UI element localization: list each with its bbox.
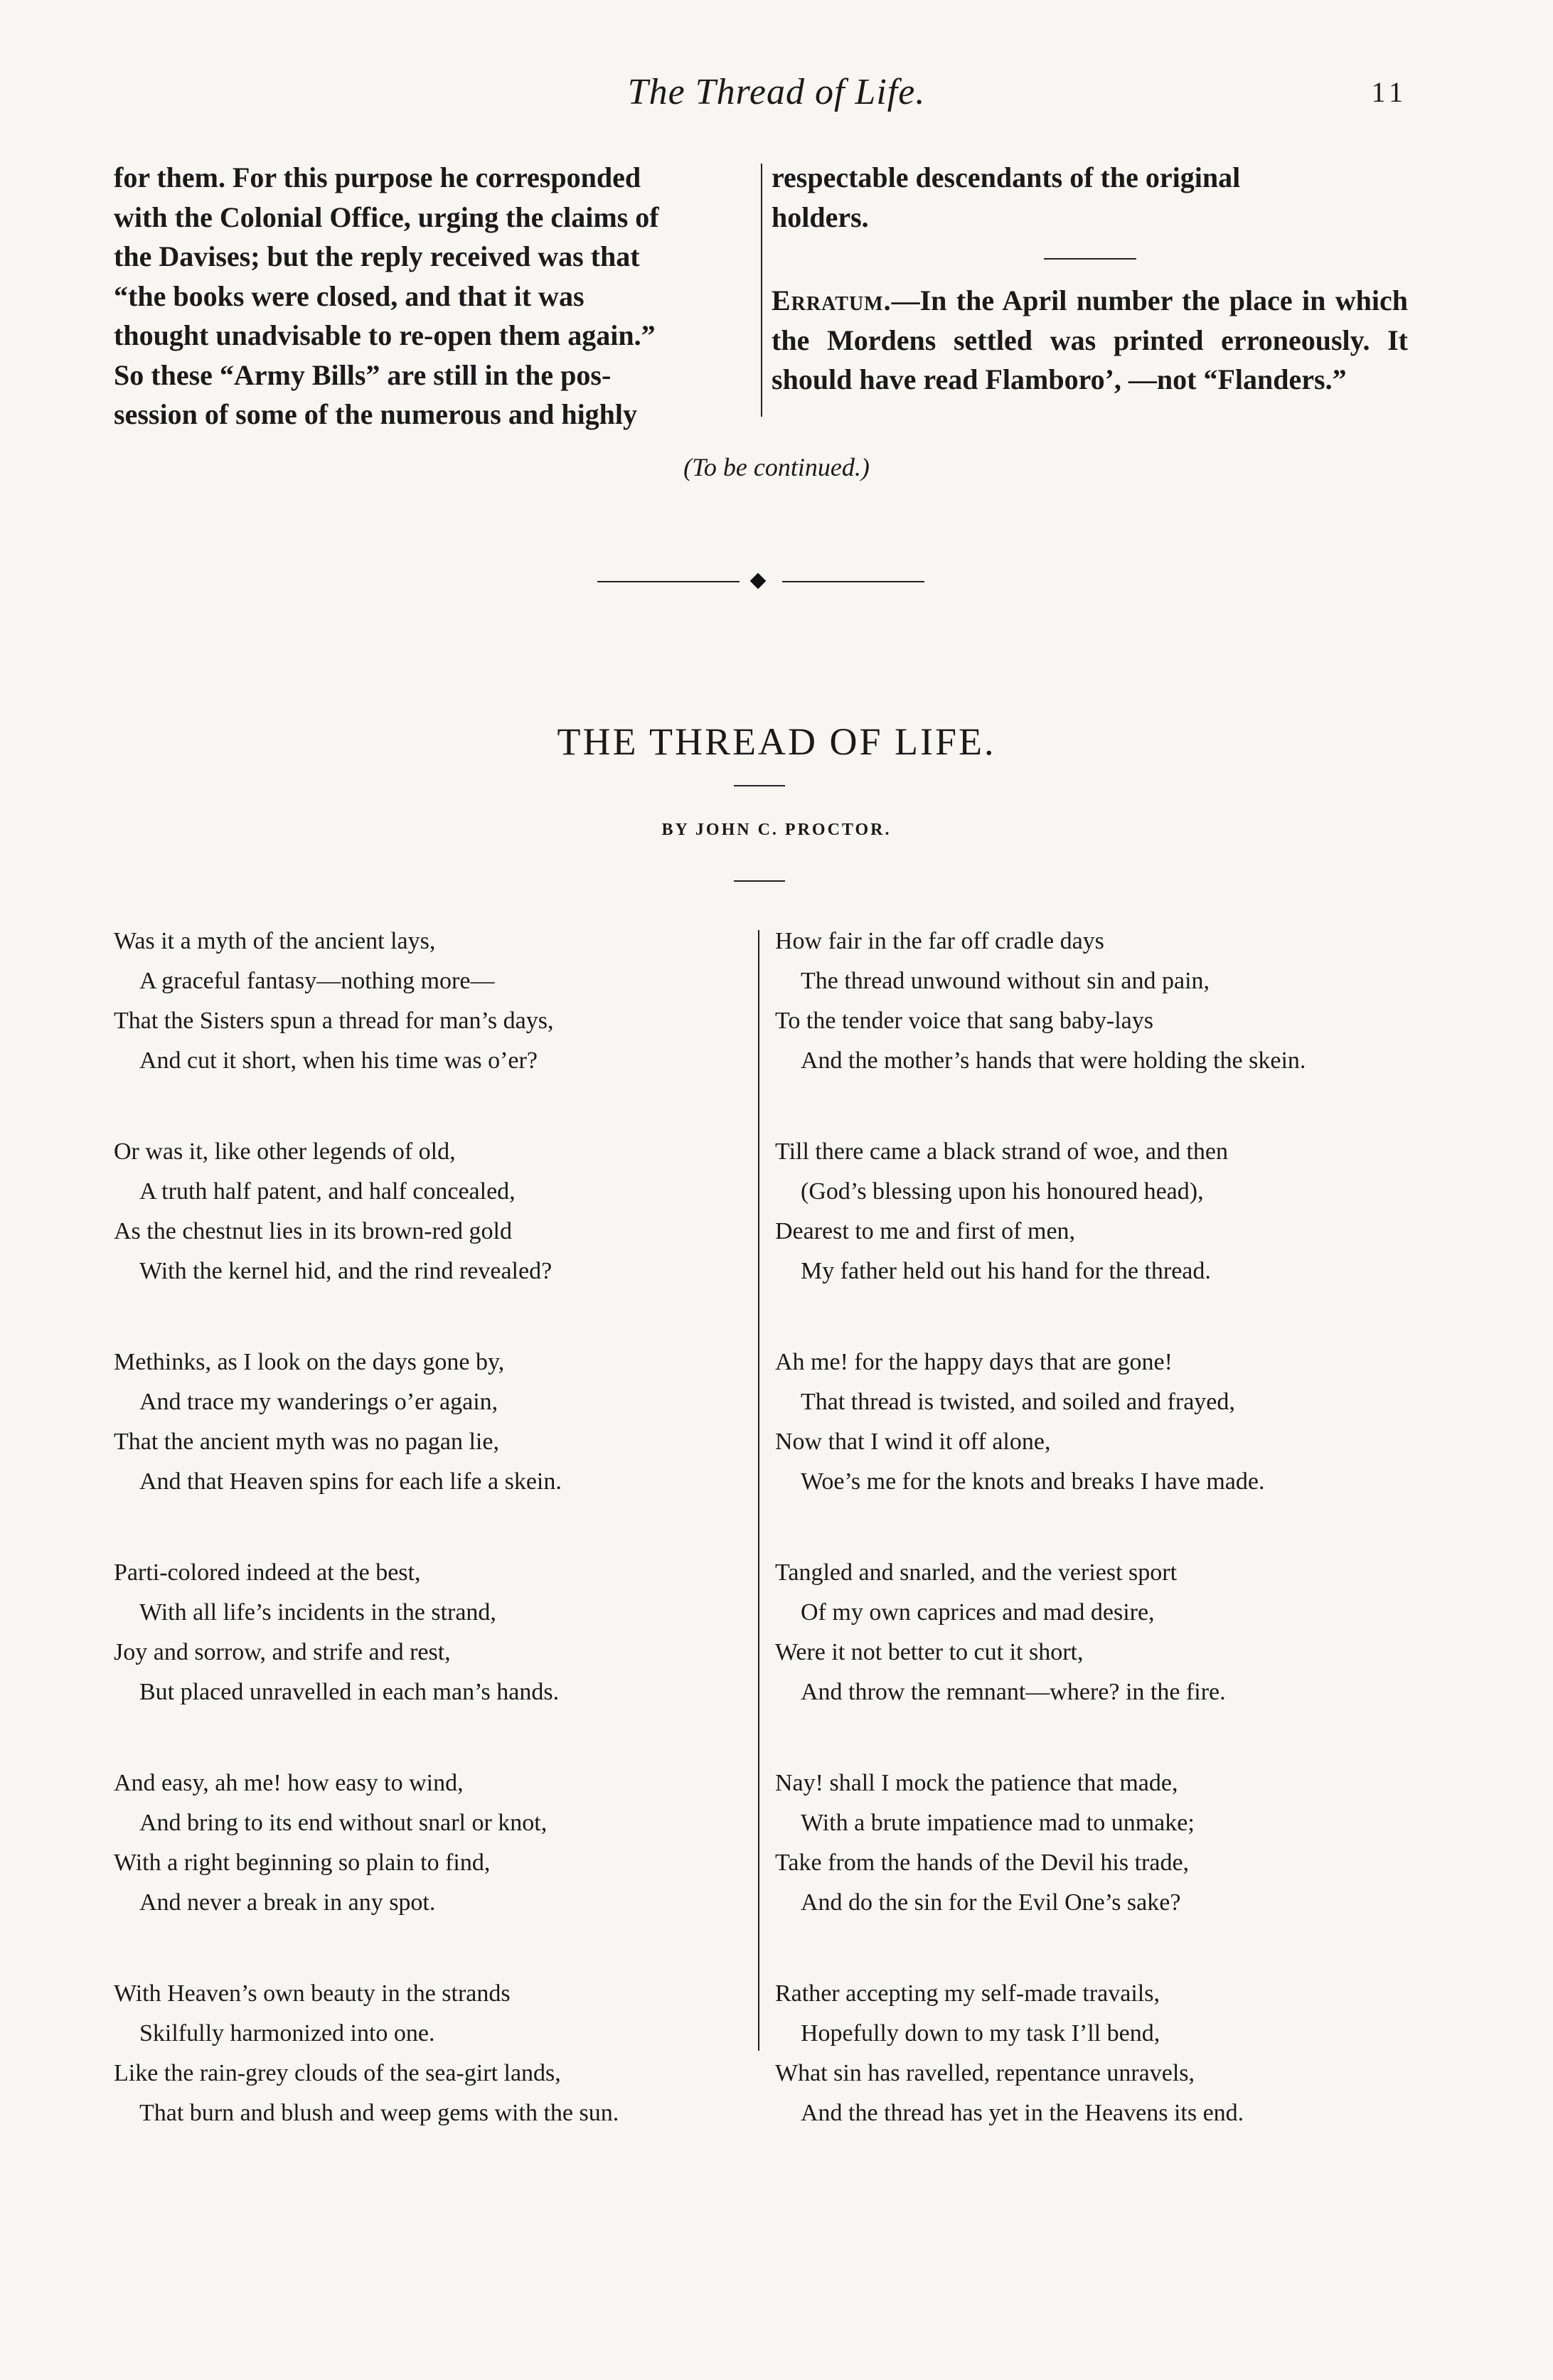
poem-line: And cut it short, when his time was o’er? (139, 1047, 538, 1074)
stanza (114, 922, 754, 1081)
poem-line: And that Heaven spins for each life a skein. (139, 1468, 562, 1495)
poem-line: Parti-colored indeed at the best, (114, 1559, 421, 1586)
poem-line: To the tender voice that sang baby-lays (775, 1008, 1153, 1034)
poem-column-divider (758, 930, 759, 2051)
poem-line: Or was it, like other legends of old, (114, 1138, 456, 1165)
poem-line: How fair in the far off cradle days (775, 928, 1104, 954)
stanza (775, 1974, 1451, 2133)
poem-line: Rather accepting my self-made travails, (775, 1980, 1160, 2007)
poem-left-column (114, 922, 754, 2184)
stanza (775, 1132, 1451, 1291)
poem-line: Skilfully harmonized into one. (139, 2020, 435, 2047)
erratum-paragraph (772, 281, 1408, 400)
ornament-line-right (782, 581, 924, 582)
prose-continuation (114, 158, 1408, 435)
poem-line: A truth half patent, and half concealed, (139, 1178, 516, 1205)
prose-line: session of some of the numerous and highly (114, 398, 638, 430)
prose-line: So these “Army Bills” are still in the pos- (114, 358, 612, 391)
poem-line: And the thread has yet in the Heavens its end. (801, 2100, 1244, 2126)
erratum-text: —In the April number the place in which the Mordens settled was printed erroneously. It should have read Flamboro’, —not “Flanders.” (772, 284, 1408, 395)
poem-line: Nay! shall I mock the patience that made, (775, 1770, 1178, 1796)
byline-rule (734, 880, 785, 882)
poem-byline: BY JOHN C. PROCTOR. (661, 821, 892, 839)
column-divider (761, 164, 762, 417)
poem-line: What sin has ravelled, repentance unravels, (775, 2060, 1195, 2086)
running-header (0, 71, 1553, 128)
prose-line: for them. For this purpose he corresponded (114, 161, 641, 193)
poem-line: As the chestnut lies in its brown-red gold (114, 1218, 512, 1244)
prose-right-column (772, 158, 1408, 400)
poem-line: Was it a myth of the ancient lays, (114, 928, 436, 954)
poem-line: And easy, ah me! how easy to wind, (114, 1770, 464, 1796)
ornament-divider (597, 573, 924, 590)
page-number: 11 (1371, 76, 1407, 108)
prose-line: with the Colonial Office, urging the claims of (114, 201, 659, 233)
prose-line: the Davises; but the reply received was that (114, 240, 640, 272)
prose-line: respectable descendants of the original (772, 161, 1241, 193)
to-be-continued: (To be continued.) (683, 453, 870, 481)
stanza (114, 1132, 754, 1291)
running-title: The Thread of Life. (627, 72, 926, 112)
prose-line: holders. (772, 201, 869, 233)
stanza (114, 1763, 754, 1923)
poem-line: Methinks, as I look on the days gone by, (114, 1349, 505, 1375)
poem-line: Hopefully down to my task I’ll bend, (801, 2020, 1160, 2047)
stanza (114, 1974, 754, 2133)
poem-line: Of my own caprices and mad desire, (801, 1599, 1155, 1626)
poem-line: The thread unwound without sin and pain, (801, 968, 1210, 994)
erratum-label: Erratum. (772, 284, 892, 316)
stanza (114, 1553, 754, 1712)
ornament-diamond-icon (750, 573, 767, 589)
poem-line: With all life’s incidents in the strand, (139, 1599, 496, 1626)
poem-line: (God’s blessing upon his honoured head), (801, 1178, 1204, 1205)
poem-line: Now that I wind it off alone, (775, 1429, 1051, 1455)
poem-line: That burn and blush and weep gems with the sun. (139, 2100, 619, 2126)
poem-line: And throw the remnant—where? in the fire. (801, 1679, 1226, 1705)
poem-line: A graceful fantasy—nothing more— (139, 968, 495, 994)
poem-line: That the Sisters spun a thread for man’s days, (114, 1008, 554, 1034)
poem-line: And never a break in any spot. (139, 1889, 436, 1916)
poem-line: And do the sin for the Evil One’s sake? (801, 1889, 1181, 1916)
poem-line: Like the rain-grey clouds of the sea-girt lands, (114, 2060, 561, 2086)
poem-line: Joy and sorrow, and strife and rest, (114, 1639, 451, 1665)
poem-line: Take from the hands of the Devil his trade, (775, 1850, 1190, 1876)
poem-line: My father held out his hand for the thread. (801, 1258, 1211, 1284)
prose-line: “the books were closed, and that it was (114, 279, 585, 312)
prose-line: thought unadvisable to re-open them again.” (114, 319, 656, 351)
poem-line: With the kernel hid, and the rind revealed? (139, 1258, 553, 1284)
stanza (775, 1343, 1451, 1502)
poem-line: With a brute impatience mad to unmake; (801, 1810, 1195, 1836)
poem-line: Till there came a black strand of woe, and then (775, 1138, 1228, 1165)
ornament-line-left (597, 581, 740, 582)
poem-line: But placed unravelled in each man’s hands. (139, 1679, 560, 1705)
poem-line: That thread is twisted, and soiled and frayed, (801, 1389, 1235, 1415)
poem-line: Woe’s me for the knots and breaks I have made. (801, 1468, 1265, 1495)
poem-line: Tangled and snarled, and the veriest sport (775, 1559, 1178, 1586)
poem-line: And the mother’s hands that were holding the skein. (801, 1047, 1306, 1074)
poem-title: THE THREAD OF LIFE. (557, 720, 996, 763)
section-rule (1044, 258, 1136, 260)
poem-line: Were it not better to cut it short, (775, 1639, 1084, 1665)
prose-left-column (114, 158, 754, 434)
poem-line: Dearest to me and first of men, (775, 1218, 1076, 1244)
poem-right-column (775, 922, 1451, 2184)
poem-line: And bring to its end without snarl or knot, (139, 1810, 548, 1836)
poem-line: With a right beginning so plain to find, (114, 1850, 491, 1876)
stanza (114, 1343, 754, 1502)
title-rule (734, 785, 785, 786)
poem-line: With Heaven’s own beauty in the strands (114, 1980, 511, 2007)
poem-line: Ah me! for the happy days that are gone! (775, 1349, 1173, 1375)
stanza (775, 922, 1451, 1081)
stanza (775, 1553, 1451, 1712)
poem-line: And trace my wanderings o’er again, (139, 1389, 498, 1415)
poem-line: That the ancient myth was no pagan lie, (114, 1429, 499, 1455)
stanza (775, 1763, 1451, 1923)
